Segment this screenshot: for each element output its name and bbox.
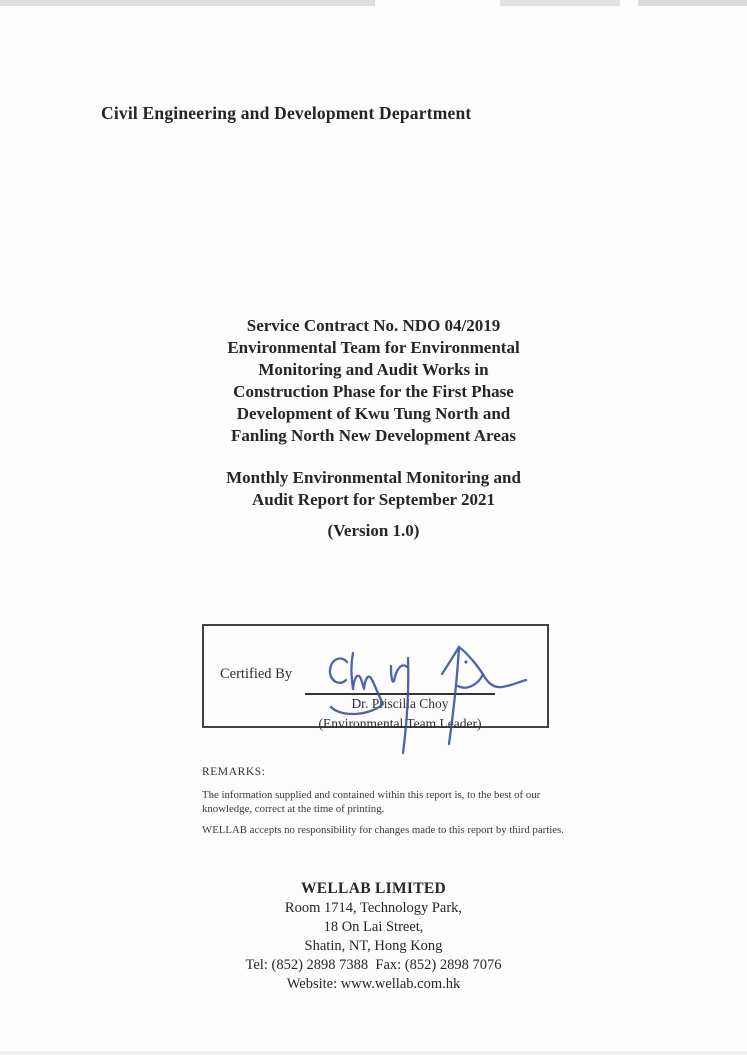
company-address-line: Shatin, NT, Hong Kong [304,938,443,954]
remarks-paragraph-1-line: knowledge, correct at the time of printing. [202,802,385,815]
remarks-paragraph-1-line: The information supplied and contained within this report is, to the best of our [202,789,541,801]
company-website: Website: www.wellab.com.hk [286,976,461,992]
scan-artifact-top-right [638,0,747,6]
contract-title-line: Monitoring and Audit Works in [258,360,489,379]
report-title-line: Audit Report for September 2021 [251,490,495,509]
signature-line [305,693,495,695]
contract-title-line: Fanling North New Development Areas [231,426,516,445]
certified-by-label: Certified By [220,666,293,682]
company-address-line: Room 1714, Technology Park, [284,900,463,916]
company-tel-fax: Tel: (852) 2898 7388 Fax: (852) 2898 7076 [245,957,502,973]
scan-artifact-top-middle [500,0,620,6]
scan-artifact-top-left [0,0,375,6]
contract-title-line: Service Contract No. NDO 04/2019 [246,316,501,335]
report-title-line: Monthly Environmental Monitoring and [226,468,521,487]
contract-title [0,315,747,447]
signatory-name: Dr. Priscilla Choy [351,696,449,711]
contract-title-line: Environmental Team for Environmental [227,338,520,357]
remarks-paragraph-1 [202,789,540,816]
contract-title-line: Development of Kwu Tung North and [236,404,511,423]
remarks-paragraph-2: WELLAB accepts no responsibility for changes made to this report by third parties. [202,824,564,836]
signatory-role: (Environmental Team Leader) [318,716,482,731]
company-footer [0,879,747,994]
company-address-line: 18 On Lai Street, [323,919,424,935]
department-header: Civil Engineering and Development Department [101,103,472,123]
version-label: (Version 1.0) [327,521,420,540]
contract-title-line: Construction Phase for the First Phase [233,382,514,401]
certification-box [202,624,549,731]
company-name: WELLAB LIMITED [300,880,447,897]
scan-artifact-bottom [0,1051,747,1055]
remarks-heading: REMARKS: [202,766,266,778]
report-title [0,467,747,511]
